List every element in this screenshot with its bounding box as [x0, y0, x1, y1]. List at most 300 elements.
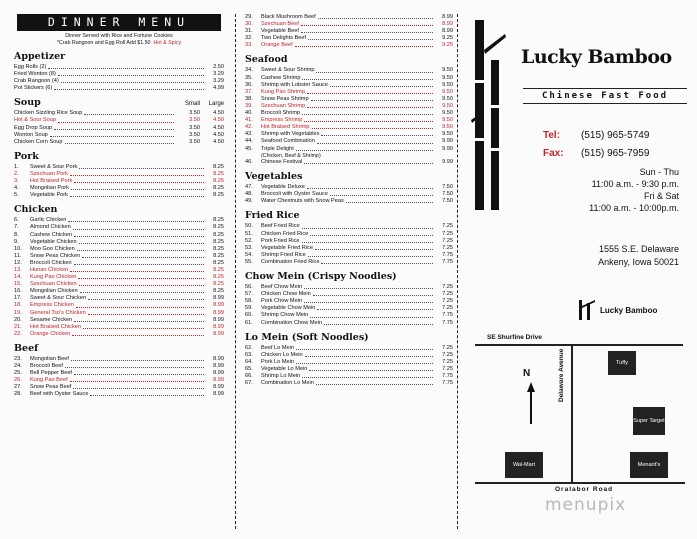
menu-item-name: Chicken Lo Mein: [261, 351, 303, 358]
menu-item-number: 35.: [245, 74, 253, 81]
menu-item-row: [14, 110, 224, 117]
menu-item-row: [14, 217, 224, 224]
road-delaware: [571, 344, 573, 484]
menu-item-number: 55.: [245, 258, 253, 265]
menu-item-price: 9.50: [442, 95, 453, 102]
leader-dots: [70, 192, 204, 197]
map-menards: Menard's: [630, 452, 668, 478]
menu-item-name: Chicken Corn Soup: [14, 138, 63, 145]
menu-item-price: 8.99: [442, 21, 453, 28]
menu-item-row: [14, 331, 224, 338]
menu-item-number: 29.: [245, 14, 253, 20]
menu-item-row: [245, 14, 453, 21]
map-brand-label: Lucky Bamboo: [600, 306, 658, 315]
menu-item-number: 50.: [245, 223, 253, 230]
leader-dots: [308, 35, 433, 40]
menu-item-price: 8.25: [213, 231, 224, 238]
section-title-vegetables: Vegetables: [245, 171, 303, 183]
menu-item-name: Combination Lo Mein: [261, 380, 314, 387]
menu-item-price: 9.50: [442, 102, 453, 109]
menu-item-price: 7.25: [442, 223, 453, 230]
leader-dots: [321, 259, 433, 264]
menu-item-row: [245, 359, 453, 366]
menu-item-name: Shrimp Fried Rice: [261, 251, 306, 258]
menu-item-row: [245, 117, 453, 124]
menu-item-number: 39.: [245, 102, 253, 109]
leader-dots: [313, 291, 433, 296]
menu-item-name: Vegetable Deluxe: [261, 184, 305, 191]
menu-item-number: 65.: [245, 365, 253, 372]
menu-item-row: [14, 132, 224, 139]
menu-item-row: [14, 391, 224, 398]
menu-item-row: [14, 253, 224, 260]
menu-panel-middle: [245, 14, 453, 387]
menu-item-name: Pork Fried Rice: [261, 237, 300, 244]
menu-item-price: 9.50: [442, 81, 453, 88]
menu-item-row: [14, 317, 224, 324]
menu-item-number: 52.: [245, 237, 253, 244]
menu-item-number: 22.: [14, 330, 22, 337]
leader-dots: [58, 117, 174, 122]
menu-item-row: [14, 78, 224, 85]
leader-dots: [311, 96, 433, 101]
leader-dots: [302, 373, 433, 378]
fax-number: (515) 965-7959: [581, 148, 650, 159]
menu-item-name: Szechuan Pork: [30, 170, 68, 177]
menu-item-name: Snow Peas Chicken: [30, 252, 81, 259]
menu-item-row: [245, 320, 453, 327]
menu-item-number: 62.: [245, 344, 253, 351]
brand-name: Lucky Bamboo: [521, 46, 672, 68]
menu-item-name: Cashew Shrimp: [261, 74, 301, 81]
leader-dots: [316, 380, 433, 385]
menu-item-number: 38.: [245, 95, 253, 102]
menu-item-price: 9.50: [442, 124, 453, 131]
menu-item-price: 8.25: [213, 274, 224, 281]
menu-item-row: [245, 110, 453, 117]
tel-label: Tel:: [543, 130, 561, 141]
road-label-delaware: Delaware Avenue: [558, 348, 565, 402]
phone-line: [543, 130, 649, 141]
leader-dots: [307, 89, 433, 94]
menu-item-name: Water Chestnuts with Snow Peas: [261, 198, 344, 205]
menu-item-row: [245, 223, 453, 230]
menu-item-number: 2.: [14, 170, 19, 177]
tel-number: (515) 965-5749: [581, 130, 650, 141]
menu-item-price: 8.25: [213, 170, 224, 177]
section-title-chow-mein: Chow Mein (Crispy Noodles): [245, 271, 397, 283]
menu-item-row: [14, 295, 224, 302]
menu-item-row: [245, 284, 453, 291]
north-arrow-icon: [527, 382, 535, 424]
soup-header: [14, 92, 224, 110]
menu-item-name: Shrimp Lo Mein: [261, 372, 301, 379]
lo-mein-list: [245, 345, 453, 388]
leader-dots: [346, 198, 433, 203]
menu-item-name: Almond Chicken: [30, 224, 71, 231]
menu-item-number: 51.: [245, 230, 253, 237]
leader-dots: [302, 238, 433, 243]
leader-dots: [295, 42, 433, 47]
leader-dots: [317, 305, 433, 310]
menu-item-price: 3.29: [213, 78, 224, 85]
map-bamboo-icon: [575, 300, 597, 320]
hot-spicy-note: Hot & Spicy: [153, 39, 182, 46]
menu-item-number: 41.: [245, 117, 253, 124]
leader-dots: [308, 252, 433, 257]
menu-item-number: 12.: [14, 259, 22, 266]
menu-item-name: Sweet & Sour Shrimp: [261, 67, 315, 74]
leader-dots: [58, 71, 204, 76]
menu-item-row: [14, 224, 224, 231]
menu-item-number: 17.: [14, 295, 22, 302]
menu-item-price: 8.99: [213, 309, 224, 316]
menu-item-row: [245, 35, 453, 42]
menu-item-number: 49.: [245, 198, 253, 205]
hours-time-1: 11:00 a.m. - 9:30 p.m.: [591, 179, 679, 189]
menu-item-number: 11.: [14, 252, 22, 259]
menu-item-price: 7.75: [442, 380, 453, 387]
menu-item-price: 8.25: [213, 266, 224, 273]
menu-item-name: Beef with Oyster Sauce: [30, 391, 89, 398]
soup-col-large: Large: [208, 101, 224, 108]
menu-item-row: [245, 305, 453, 312]
menu-item-name: Broccoli Shrimp: [261, 110, 301, 117]
menu-item-price: 7.75: [442, 372, 453, 379]
menu-item-name: Orange Chicken: [30, 330, 71, 337]
menu-item-number: 57.: [245, 291, 253, 298]
menu-item-price: 7.75: [442, 319, 453, 326]
menu-item-price: 8.25: [213, 281, 224, 288]
menu-item-row: [245, 124, 453, 131]
fried-rice-list: [245, 223, 453, 266]
menu-item-name: Sesame Chicken: [30, 316, 73, 323]
location-map: [475, 292, 687, 497]
menu-item-number: 9.: [14, 238, 19, 245]
menu-item-name: Vegetable Fried Rice: [261, 244, 313, 251]
menu-item-price: 7.50: [442, 184, 453, 191]
beef-list: [14, 356, 224, 399]
hours-time-2: 11:00 a.m. - 10:00p.m.: [589, 203, 679, 213]
road-label-oralabor: Oralabor Road: [555, 486, 614, 493]
menu-item-price: 9.99: [442, 145, 453, 152]
section-title-soup: Soup: [14, 97, 41, 109]
menu-item-name: Vegetable Chicken: [30, 238, 77, 245]
menu-item-price: 8.99: [213, 355, 224, 362]
menu-item-price: 8.99: [442, 14, 453, 20]
menu-item-row: [245, 138, 453, 145]
menu-item-number: 66.: [245, 372, 253, 379]
menu-item-price: 9.25: [442, 35, 453, 42]
menu-item-name: Snow Peas Beef: [30, 384, 72, 391]
menu-item-name: Kung Pao Beef: [30, 377, 68, 384]
leader-dots: [301, 21, 433, 26]
menu-item-name: Pork Lo Mein: [261, 358, 294, 365]
leader-dots: [74, 317, 204, 322]
menu-item-row: [245, 259, 453, 266]
menu-item-price-small: 3.50: [189, 138, 200, 145]
menu-item-price: 8.99: [213, 391, 224, 398]
menu-item-row: [14, 384, 224, 391]
menu-item-number: 20.: [14, 316, 22, 323]
menu-item-row: [245, 373, 453, 380]
menu-item-row: [14, 302, 224, 309]
menu-item-name: General Tso's Chicken: [30, 309, 86, 316]
leader-dots: [88, 295, 204, 300]
hours-block: [589, 166, 679, 214]
leader-dots: [88, 310, 204, 315]
fold-line-1: [235, 14, 236, 529]
menu-item-row: [14, 171, 224, 178]
leader-dots: [71, 185, 204, 190]
leader-dots: [302, 223, 433, 228]
leader-dots: [84, 110, 174, 115]
leader-dots: [74, 232, 204, 237]
leader-dots: [74, 370, 204, 375]
leader-dots: [79, 164, 204, 169]
menu-item-name: Bell Pepper Beef: [30, 370, 72, 377]
menu-item-row: [14, 85, 224, 92]
menu-item-price: 7.25: [442, 237, 453, 244]
menu-item-price: 7.25: [442, 230, 453, 237]
leader-dots: [321, 131, 433, 136]
menu-item-number: 59.: [245, 305, 253, 312]
menu-item-price: 9.25: [442, 42, 453, 49]
menu-item-name: Egg Drop Soup: [14, 124, 53, 131]
menu-item-row: [14, 164, 224, 171]
menu-item-price: 8.25: [213, 238, 224, 245]
menu-item-name: Vegetable Pork: [30, 192, 68, 199]
menu-item-name: Two Delights Beef: [261, 35, 307, 42]
address-line-2: Ankeny, Iowa 50021: [598, 257, 679, 267]
menu-item-row: [14, 185, 224, 192]
leader-dots: [330, 82, 433, 87]
menu-item-name: Szechuan Shrimp: [261, 102, 306, 109]
soup-list: [14, 110, 224, 145]
menu-item-number: 18.: [14, 302, 22, 309]
menu-item-name: Beef Fried Rice: [261, 223, 300, 230]
leader-dots: [48, 64, 204, 69]
menu-item-row: [14, 246, 224, 253]
menu-item-price: 7.25: [442, 358, 453, 365]
menu-item-name: Combination Chow Mein: [261, 319, 322, 326]
menu-item-row: [245, 198, 453, 205]
menu-item-number: 5.: [14, 192, 19, 199]
menu-item-number: 25.: [14, 370, 22, 377]
menu-item-price: 9.50: [442, 74, 453, 81]
menu-item-number: 43.: [245, 131, 253, 138]
menu-item-name: Chicken Sizzling Rice Soup: [14, 110, 83, 117]
leader-dots: [317, 138, 433, 143]
menu-item-number: 3.: [14, 178, 19, 185]
menu-item-name: Snow Peas Shrimp: [261, 95, 309, 102]
menu-item-price: 7.25: [442, 298, 453, 305]
menu-item-number: 21.: [14, 323, 22, 330]
menu-item-price: 7.75: [442, 258, 453, 265]
map-tuffy: Tuffy: [608, 351, 636, 375]
leader-dots: [90, 391, 204, 396]
menu-item-price: 8.99: [213, 384, 224, 391]
menu-item-number: 45.: [245, 145, 253, 152]
menu-item-number: 58.: [245, 298, 253, 305]
menu-item-price-large: 4.50: [213, 124, 224, 131]
menu-item-row: [14, 267, 224, 274]
leader-dots: [305, 352, 433, 357]
menu-item-name: Empress Chicken: [30, 302, 74, 309]
menu-item-price-small: 3.50: [189, 117, 200, 124]
chicken-list: [14, 217, 224, 338]
menu-item-price: 8.25: [213, 192, 224, 199]
leader-dots: [72, 331, 204, 336]
menu-item-number: 67.: [245, 380, 253, 387]
vegetables-list: [245, 184, 453, 205]
menu-item-number: 37.: [245, 88, 253, 95]
road-oralabor: [475, 482, 685, 484]
menu-item-price: 8.99: [213, 363, 224, 369]
menu-item-row: [14, 71, 224, 78]
menu-item-row: [14, 310, 224, 317]
menu-item-number: 16.: [14, 288, 22, 295]
menu-item-row: [245, 366, 453, 373]
menu-item-number: 34.: [245, 67, 253, 74]
leader-dots: [54, 85, 204, 90]
menu-item-price: 8.25: [213, 288, 224, 295]
menu-item-row: [245, 28, 453, 35]
fold-line-2: [457, 14, 458, 529]
menu-item-price: 7.75: [442, 251, 453, 258]
menu-item-row: [14, 260, 224, 267]
leader-dots: [77, 246, 204, 251]
menu-item-row: [14, 356, 224, 363]
menu-item-price: 9.50: [442, 131, 453, 138]
menu-item-row: [245, 245, 453, 252]
menu-item-name: Mongolian Chicken: [30, 288, 78, 295]
map-walmart: Wal-Mart: [505, 452, 543, 478]
leader-dots: [54, 125, 174, 130]
menu-item-price-small: 3.50: [189, 124, 200, 131]
menu-item-name: Chicken Fried Rice: [261, 230, 309, 237]
menu-item-name: Szechuan Beef: [261, 21, 299, 28]
menu-item-number: 53.: [245, 244, 253, 251]
address-block: [598, 243, 679, 269]
menu-item-name: Sweet & Sour Pork: [30, 163, 78, 170]
menu-item-name: Vegetable Chow Mein: [261, 305, 316, 312]
menu-item-price-large: 4.50: [213, 110, 224, 117]
menu-item-row: [245, 352, 453, 359]
menu-item-number: 6.: [14, 217, 19, 224]
menu-item-name: Szechuan Chicken: [30, 281, 77, 288]
menu-item-name: Broccoli Beef: [30, 363, 63, 369]
menu-item-price: 7.25: [442, 284, 453, 291]
menu-item-number: 40.: [245, 110, 253, 117]
leader-dots: [68, 217, 204, 222]
leader-dots: [304, 284, 433, 289]
menu-item-price-small: 3.50: [189, 131, 200, 138]
menu-item-row: [245, 380, 453, 387]
menu-item-row: [245, 131, 453, 138]
menu-item-row: [14, 178, 224, 185]
menu-item-price: 7.25: [442, 244, 453, 251]
menu-item-price: 2.50: [213, 64, 224, 70]
menu-item-row: [245, 67, 453, 74]
menu-item-price: 8.99: [213, 330, 224, 337]
note-line-2: *Crab Rangoon and Egg Roll Add $1.50: [56, 39, 151, 46]
menu-item-number: 36.: [245, 81, 253, 88]
menu-item-row: [14, 232, 224, 239]
section-title-seafood: Seafood: [245, 54, 288, 66]
menu-item-number: 26.: [14, 377, 22, 384]
menu-item-price: 8.99: [213, 302, 224, 309]
menu-item-row: [245, 42, 453, 49]
menu-item-name: Hot Braised Chicken: [30, 323, 81, 330]
menu-item-price-large: 4.50: [213, 117, 224, 124]
menu-item-price: 7.50: [442, 191, 453, 198]
menu-item-number: 42.: [245, 124, 253, 131]
leader-dots: [304, 298, 433, 303]
fax-label: Fax:: [543, 148, 564, 159]
road-shurfine: [475, 344, 683, 346]
leader-dots: [79, 281, 204, 286]
fax-line: [543, 148, 649, 159]
leader-dots: [61, 78, 204, 83]
menu-item-name: Pot Stickers (6): [14, 85, 53, 92]
menu-item-price: 9.50: [442, 88, 453, 95]
leader-dots: [301, 28, 433, 33]
menu-item-row: [14, 125, 224, 132]
pork-list: [14, 164, 224, 199]
section-title-pork: Pork: [14, 150, 39, 162]
menu-item-price: 8.99: [213, 323, 224, 330]
note-line-1: Dinner Served with Rice and Fortune Cookies: [65, 33, 173, 39]
menu-item-name: Garlic Chicken: [30, 217, 67, 224]
menu-item-name: Orange Beef: [261, 42, 293, 49]
menu-item-name: Kung Pao Shrimp: [261, 88, 305, 95]
menu-item-price: 8.25: [213, 224, 224, 231]
menu-item-price: 8.99: [213, 377, 224, 384]
menu-item-name: Hot Braised Shrimp: [261, 124, 310, 131]
menu-item-name: Moo Goo Chicken: [30, 245, 75, 252]
leader-dots: [73, 384, 204, 389]
menu-item-number: 61.: [245, 319, 253, 326]
hours-days-1: Sun - Thu: [639, 167, 679, 177]
menu-item-row: [245, 21, 453, 28]
menu-item-price: 7.25: [442, 291, 453, 298]
leader-dots: [79, 239, 204, 244]
menu-item-name: Pork Chow Mein: [261, 298, 303, 305]
menu-item-row: [245, 312, 453, 319]
leader-dots: [73, 224, 204, 229]
menu-item-price: 7.25: [442, 351, 453, 358]
address-line-1: 1555 S.E. Delaware: [598, 244, 679, 254]
menu-item-row: [245, 96, 453, 103]
menu-item-price-small: 3.50: [189, 110, 200, 117]
menu-item-row: [14, 139, 224, 146]
leader-dots: [296, 146, 433, 151]
menu-item-name: Shrimp with Lobster Sauce: [261, 81, 328, 88]
menu-item-name: Kung Pao Chicken: [30, 274, 77, 281]
menu-item-name: Egg Rolls (2): [14, 64, 47, 70]
menu-item-price: 8.99: [442, 28, 453, 35]
info-panel: [463, 0, 691, 539]
menu-item-name: Cashew Chicken: [30, 231, 72, 238]
leader-dots: [80, 288, 204, 293]
menu-item-name: Triple Delight: [261, 145, 294, 152]
menu-item-row: [245, 82, 453, 89]
leader-dots: [304, 159, 433, 164]
menu-item-name: Beef Lo Mein: [261, 344, 294, 351]
menu-note: [14, 33, 224, 46]
hours-days-2: Fri & Sat: [643, 191, 679, 201]
